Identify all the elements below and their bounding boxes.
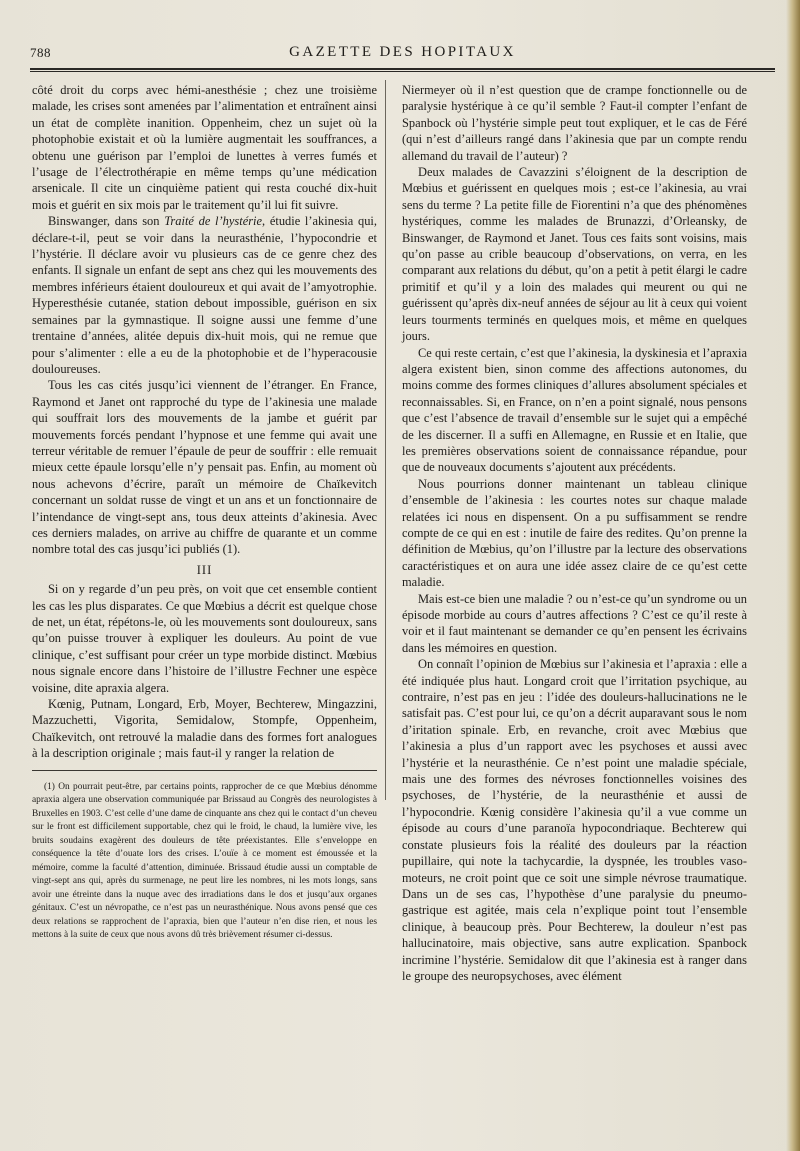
header-rule	[30, 68, 775, 72]
left-column	[32, 82, 377, 943]
running-title: GAZETTE DES HOPITAUX	[289, 44, 516, 60]
paragraph: On connaît l’opinion de Mœbius sur l’akinesia et l’apraxia : elle a été indiquée plus haut. Longard croit que l’irritation psychique, au contraire, n’est pas en jeu : l’idée des douleurs-hallucinations ne le satisfait pas. C’est pour lui, ce qu’on a décrit auparavant sous le nom d’iritation spinale. Erb, en revanche, croit avec Mœbius que l’akinesia a plus d’un rapport avec les psychoses et aussi avec l’hystérie et la neurasthénie. Ce n’est point une maladie spéciale, mais une des formes des névroses fonctionnelles voisines des psychoses, de l’hystérie, de la neurasthénie et aussi de l’hypocondrie. Kœnig considère l’akinesia qu’il a vue comme un épisode au cours d’une paranoïa hypocondriaque. Bechterew qui constate plusieurs fois la réalité des douleurs par la réaction pupillaire, qui note la tachycardie, la dyspnée, les troubles vaso-moteurs, ne croit point que ce soit une simple névrose traumatique. Dans un de ses cas, l’hypothèse d’une paralysie du pneumo-gastrique est agitée, mais cela n’explique point tout l’ensemble clinique, à beaucoup près. Pour Bechterew, la douleur n’est pas hallucinatoire, mais objective, sans autre explication. Spanbock incrimine l’hystérie. Semidalow dit que l’akinesia est à ranger dans le groupe des neuropsychoses, avec élément	[402, 657, 747, 983]
page-header	[30, 40, 775, 64]
footnote-rule	[32, 770, 377, 771]
paragraph: Mais est-ce bien une maladie ? ou n’est-ce qu’un syndrome ou un épisode morbide au cours d’autres affections ? C’est ce qu’il reste à voir et il faut maintenant se demander ce qu’en pensent les écrivains dans les mémoires en question.	[402, 591, 747, 655]
paragraph: côté droit du corps avec hémi-anesthésie ; chez une troisième malade, les crises sont amenées par l’alimentation et entraînent ainsi un état de complète inanition. Oppenheim, chez un sujet où la photophobie existait et où la lumière augmentait les souffrances, a obtenu une guérison par l’emploi de lunettes à verres fumés et l’usage de l’électrothérapie en même temps qu’une médication arsenicale. Il cite un cinquième patient qui resta couché dix-huit mois et guérit en six mois par le traitement qu’il lui fit suivre.	[32, 83, 377, 212]
paragraph	[32, 213, 377, 377]
section-heading: III	[196, 562, 213, 577]
column-divider	[385, 80, 386, 800]
paragraph: Kœnig, Putnam, Longard, Erb, Moyer, Bechterew, Mingazzini, Mazzuchetti, Vigorita, Semidalow, Stompfe, Oppenheim, Chaïkevitch, ont retrouvé la maladie dans des formes fort analogues à la description originale ; mais faut-il y ranger la relation de	[32, 697, 377, 761]
page-number: 788	[30, 45, 51, 60]
book-title: Traité de l’hystérie	[164, 214, 263, 229]
right-column	[402, 82, 747, 984]
paragraph-text: Binswanger, dans son	[48, 214, 165, 229]
paragraph-text: , étudie l’akinesia qui, déclare-t-il, peut se voir dans la neurasthénie, l’hypocondrie et l’hystérie. Il déclare avoir vu plusieurs cas de ce genre chez des enfants. Il signale un enfant de sept ans chez qui les mouvements des membres inférieurs étaient douloureux et qui avait de l’amyotrophie. Hyperesthésie cutanée, station debout impossible, guérison en six semaines par la gymnastique. Il soigne aussi une femme d’une trentaine d’années, alitée depuis dix-huit mois, qui ne remue que pour s’alimenter : elle a eu de la photophobie et de l’hyperacousie douloureuses.	[32, 214, 377, 376]
footnote: (1) On pourrait peut-être, par certains points, rapprocher de ce que Mœbius dénomme apraxia algera une observation communiquée par Brissaud au Congrès des neurologistes à Bruxelles en 1903. C’est celle d’une dame de cinquante ans chez qui le contact d’un cheveu sur le front est difficilement supportable, chez qui le froid, le chaud, la lumière vive, les bruits soudains exagèrent des douleurs de tête préexistantes. Elle s’enveloppe en conséquence la tête d’ouate lors des crises. L’ouïe à ce moment est émoussée et la mémoire, comme la faculté d’attention, diminuée. Brissaud étudie aussi un comptable de vingt-sept ans qui, après du surmenage, ne peut lire les nombres, ni les mots longs, sans avoir une étreinte dans la nuque avec des irradiations dans le dos et jusqu’aux organes génitaux. C’est un névropathe, ce n’est pas un neurasthénique. Nous avons pensé que ces deux relations se rapprochent de l’apraxia, bien que l’auteur n’en dise rien, et nous les mettons à la suite de ceux que nous avons dû très brièvement résumer ci-dessus.	[32, 781, 377, 941]
paragraph: Deux malades de Cavazzini s’éloignent de la description de Mœbius et guérissent en quelques mois ; est-ce l’akinesia, au vrai sens du terme ? La petite fille de Fiorentini n’a que des phénomènes hystériques, comme les malades de Brunazzi, d’Orleansky, de Binswanger, de Raymond et Janet. Tous ces faits sont voisins, mais qu’on passe au crible beaucoup d’observations, on verra, en les comparant aux relations du début, qu’on a petit à petit élargi le cadre primitif et qu’il y a loin des malades qui meurent ou qui ne guérissent qu’après dix-neuf années de séjour au lit à ceux qui voient leurs tourments terminés en quelques mois, et même en quelques jours.	[402, 165, 747, 344]
paragraph: Nous pourrions donner maintenant un tableau clinique d’ensemble de l’akinesia : les courtes notes sur chaque malade relatées ici nous en dispensent. On a pu suffisamment se rendre compte de ce qui en est : inutile de faire des redites. Qu’on prenne la définition de Mœbius, qu’on l’illustre par la lecture des observations caractéristiques et on aura une idée assez claire de ce qu’est cette maladie.	[402, 476, 747, 590]
paragraph: Ce qui reste certain, c’est que l’akinesia, la dyskinesia et l’apraxia algera existent bien, sinon comme des affections autonomes, du moins comme des formes cliniques d’allures absolument spéciales et reconnaissables. Si, en France, on n’en a point signalé, nous pensons que c’est l’absence de travail d’ensemble sur le sujet qui a empêché de les discerner. Il a suffi en Allemagne, en Russie et en Italie, que les premières observations soient de connaissance répandue, pour que de nouveaux documents s’ajoutent aux précédents.	[402, 345, 747, 475]
paragraph: Niermeyer où il n’est question que de crampe fonctionnelle ou de paralysie hystérique à ce qu’il semble ? Faut-il compter l’enfant de Spanbock où l’hystérie simple peut tout expliquer, et le cas de Féré (qui n’est d’ailleurs rangé dans l’akinesia que par un compte rendu allemand du travail de l’auteur) ?	[402, 83, 747, 163]
paragraph: Si on y regarde d’un peu près, on voit que cet ensemble contient les cas les plus disparates. Ce que Mœbius a décrit est quelque chose de net, un état, répétons-le, où les mouvements sont douloureux, sans qu’on puisse trouver à expliquer les douleurs. Au point de vue clinique, c’est suffisant pour créer un type morbide distinct. Mœbius nous signale encore dans l’histoire de l’illustre Fechner une espèce voisine, dite apraxia algera.	[32, 582, 377, 695]
paragraph: Tous les cas cités jusqu’ici viennent de l’étranger. En France, Raymond et Janet ont rapproché du type de l’akinesia une malade qui souffrait lors des mouvements de la jambe et guérit par mouvements forcés pendant l’hypnose et une femme qui avait une terreur véritable de remuer l’épaule de peur de souffrir : elle remuait mieux cette épaule lorsqu’elle n’y pensait pas. Enfin, au moment où nous achevons d’écrire, paraît un mémoire de Chaïkevitch concernant un soldat russe de vingt et un ans et un fonctionnaire de l’intendance de vingt-sept ans, tous deux atteints d’akinesia. Avec ces derniers malades, on arrive au chiffre de quarante et un comme nombre total des cas jusqu’ici publiés (1).	[32, 378, 377, 557]
page-edge-shadow	[786, 0, 800, 1151]
